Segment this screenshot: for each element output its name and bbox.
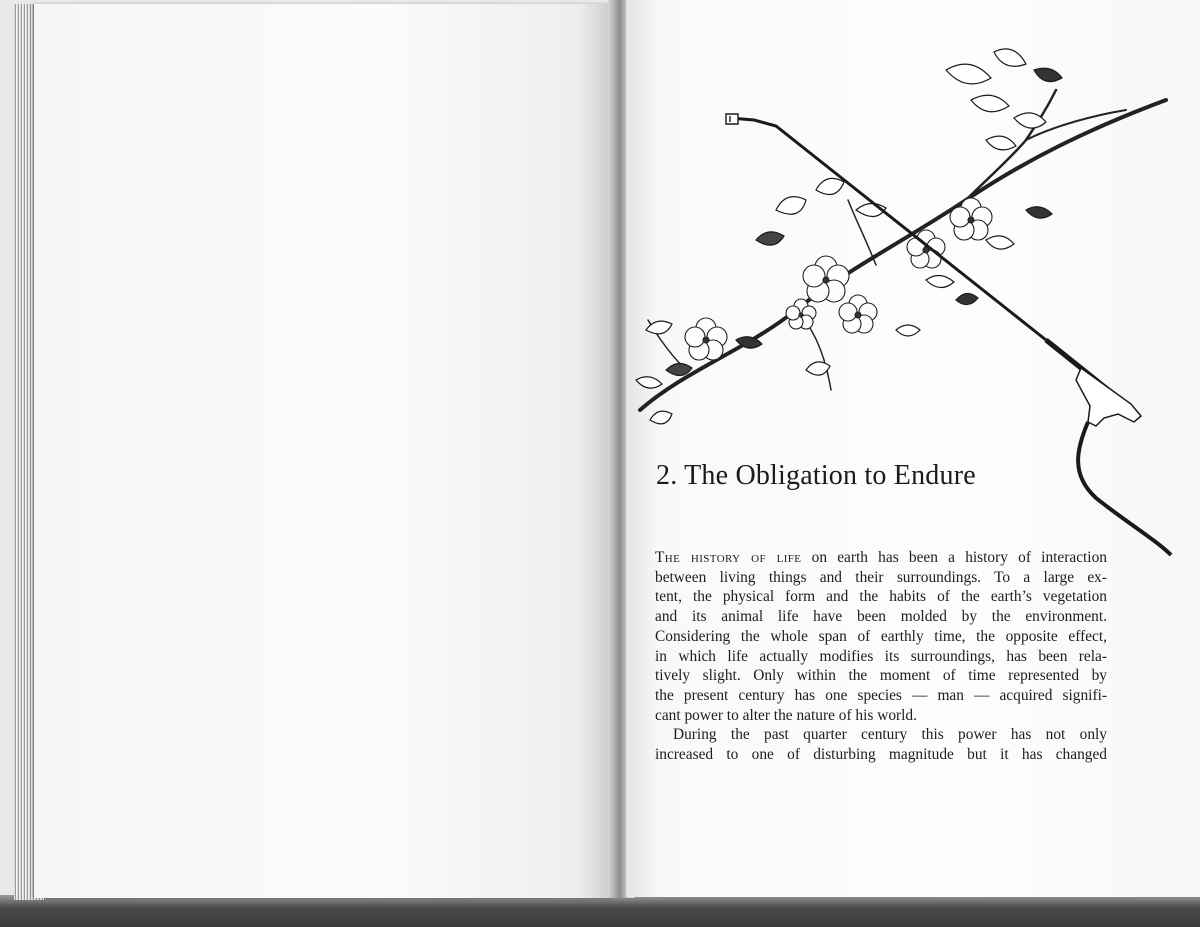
branch-icon <box>640 90 1166 410</box>
chapter-heading <box>656 460 976 492</box>
chapter-body-text <box>655 548 1107 765</box>
text-line: During the past quarter century this power has not only <box>673 726 1107 744</box>
chapter-title: The Obligation to Endure <box>684 460 976 491</box>
text-line: Considering the whole span of earthly time, the opposite effect, <box>655 627 1107 645</box>
text-line: the present century has one species — man — acquired signifi- <box>655 686 1107 704</box>
text-line: in which life actually modifies its surroundings, has been rela- <box>655 647 1107 665</box>
text-line: The history of life on earth has been a history of interaction <box>655 549 1107 566</box>
opening-small-caps: The history of life <box>655 549 802 566</box>
text-line: and its animal life have been molded by the environment. <box>655 608 1107 626</box>
scan-background <box>0 895 1200 927</box>
text-line: cant power to alter the nature of his world. <box>655 706 917 724</box>
text-line: between living things and their surroundings. To a large ex- <box>655 568 1107 586</box>
text-line: increased to one of disturbing magnitude but it has changed <box>655 746 1107 764</box>
text-line: tively slight. Only within the moment of time represented by <box>655 667 1107 685</box>
text-line: tent, the physical form and the habits of the earth’s vegetation <box>655 588 1107 606</box>
chapter-number: 2. <box>656 460 678 491</box>
left-page-blank <box>34 4 614 898</box>
